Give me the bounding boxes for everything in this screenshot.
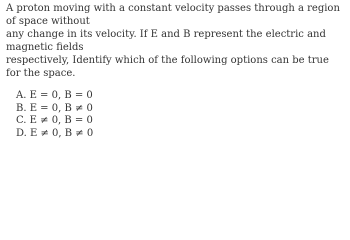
option-a: A. E = 0, B = 0 — [16, 90, 93, 101]
option-c: C. E ≠ 0, B = 0 — [16, 115, 93, 126]
question-line-3: respectively, Identify which of the following options can be true for the space. — [6, 55, 329, 79]
question-line-1: A proton moving with a constant velocity passes through a region of space without — [6, 3, 340, 27]
option-b: B. E = 0, B ≠ 0 — [16, 102, 93, 114]
document — [6, 2, 344, 140]
options-list — [16, 90, 344, 140]
question-line-2: any change in its velocity. If E and B represent the electric and magnetic fields — [6, 29, 326, 53]
question-text — [6, 2, 344, 80]
option-d: D. E ≠ 0, B ≠ 0 — [16, 127, 94, 139]
